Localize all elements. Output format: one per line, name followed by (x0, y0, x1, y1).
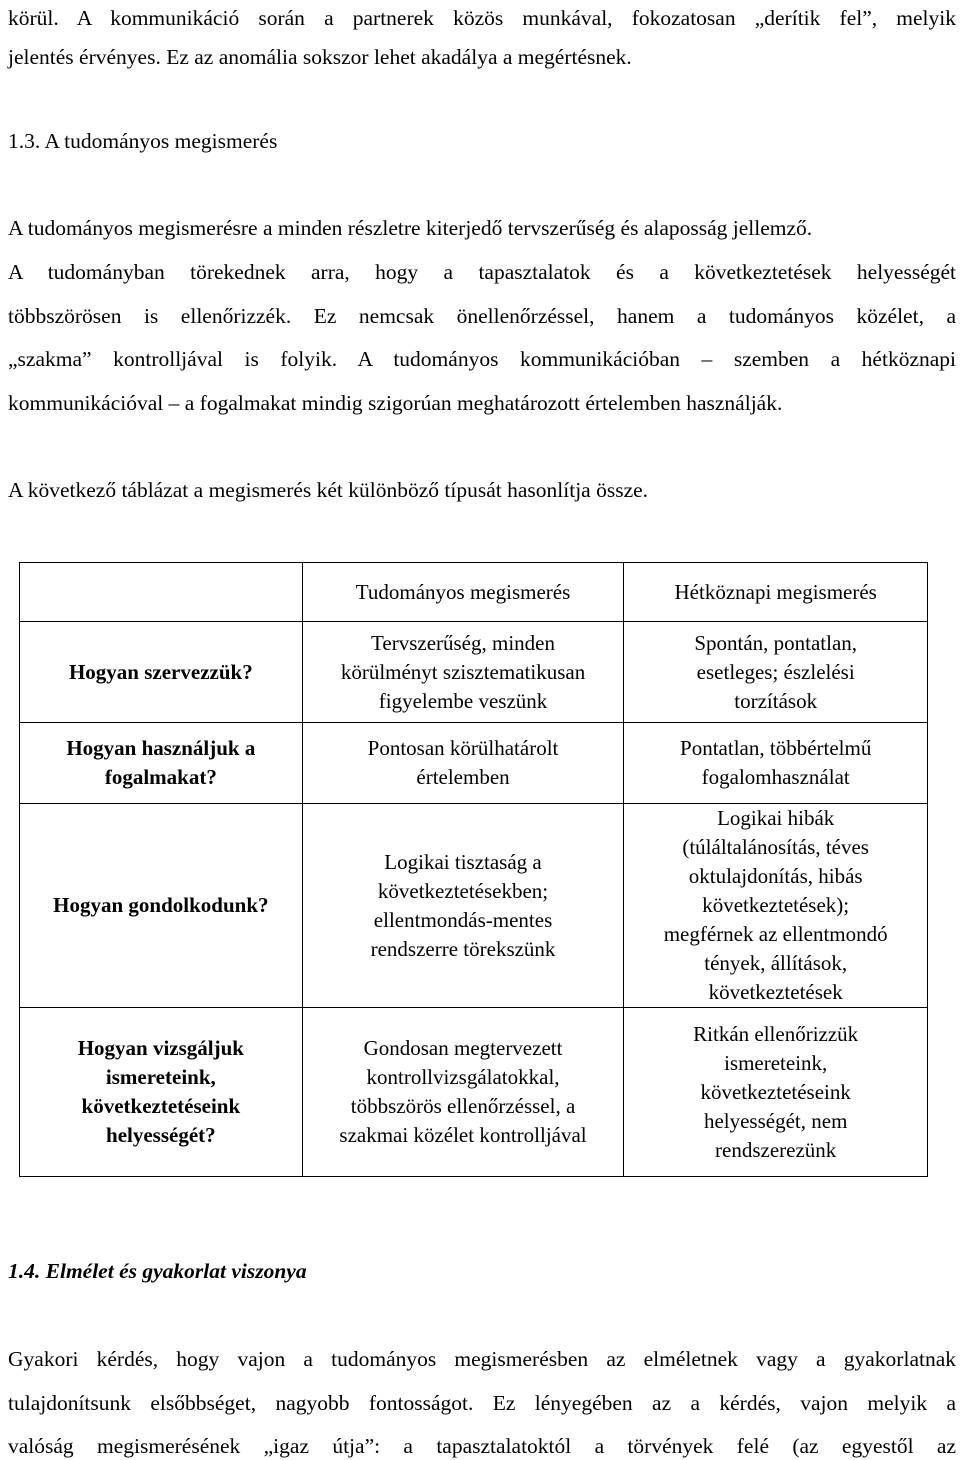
cell-line: szakmai közélet kontrolljával (339, 1123, 587, 1147)
intro-line-1: körül. A kommunikáció során a partnerek közös munkával, fokozatosan „derítik fel”, melyik (8, 6, 956, 30)
everyday-cell (624, 1008, 928, 1177)
para1-line-5: kommunikációval – a fogalmakat mindig szigorúan meghatározott értelemben használják. (8, 391, 783, 415)
cell-line: értelemben (416, 765, 510, 789)
cell-line: fogalomhasználat (701, 765, 850, 789)
cell-line: ismereteink, (724, 1050, 828, 1075)
table-header-everyday: Hétköznapi megismerés (624, 563, 928, 622)
cell-line: helyességét? (106, 1123, 216, 1147)
scientific-cell (302, 804, 624, 1008)
cell-line: helyességét, nem (703, 1108, 848, 1133)
cell-line: többszörös ellenőrzéssel, a (350, 1094, 576, 1118)
cell-line: torzítások (734, 688, 818, 713)
table-row (20, 804, 928, 1008)
scientific-cell (302, 622, 624, 723)
cell-line: Hogyan vizsgáljuk (77, 1036, 244, 1060)
cell-line: Spontán, pontatlan, (694, 630, 858, 655)
cell-line: következtetésekben; (377, 878, 549, 903)
cell-line: Logikai hibák (717, 806, 835, 830)
para1-line-2: A tudományban törekednek arra, hogy a tapasztalatok és a következtetések helyességét (8, 260, 956, 284)
cell-line: esetleges; észlelési (696, 659, 855, 684)
table-row (20, 1008, 928, 1177)
cell-line: Pontosan körülhatárolt (367, 736, 559, 760)
scientific-cell (302, 1008, 624, 1177)
cell-line: Hogyan szervezzük? (68, 659, 253, 684)
para2-line: A következő táblázat a megismerés két különböző típusát hasonlítja össze. (8, 478, 649, 502)
para3-line-3: valóság megismerésének „igaz útja”: a tapasztalatoktól a törvények felé (az egyestől az (8, 1434, 956, 1458)
table-header-empty (20, 563, 303, 622)
para3-line-2: tulajdonítsunk elsőbbséget, nagyobb fontosságot. Ez lényegében az a kérdés, vajon melyik a (8, 1391, 956, 1415)
cell-line: ellentmondás-mentes (373, 907, 553, 932)
row-question (20, 622, 303, 723)
cell-line: Gondosan megtervezett (363, 1036, 563, 1060)
cell-line: fogalmakat? (104, 765, 217, 789)
cell-line: Logikai tisztaság a (384, 849, 542, 874)
everyday-cell (624, 723, 928, 804)
section-14-heading: 1.4. Elmélet és gyakorlat viszonya (8, 1259, 307, 1283)
table-row (20, 723, 928, 804)
row-question (20, 804, 303, 1008)
section-13-number: 1.3. (8, 129, 41, 153)
cell-line: Hogyan gondolkodunk? (53, 893, 269, 917)
table-row (20, 622, 928, 723)
row-question (20, 1008, 303, 1177)
table-header-scientific: Tudományos megismerés (302, 563, 624, 622)
cell-line: körülményt szisztematikusan (340, 659, 586, 684)
cell-line: (túláltalánosítás, téves (682, 835, 869, 859)
cell-line: Hogyan használjuk a (66, 736, 256, 760)
section-13-title: A tudományos megismerés (44, 129, 278, 153)
everyday-cell (624, 622, 928, 723)
cell-line: következtetések); (702, 893, 850, 917)
row-question (20, 723, 303, 804)
cell-line: ismereteink, (105, 1065, 216, 1089)
cell-line: következtetések (708, 980, 843, 1004)
para1-line-1: A tudományos megismerésre a minden részletre kiterjedő tervszerűség és alaposság jellemző. (8, 216, 813, 240)
cell-line: rendszerre törekszünk (370, 936, 556, 961)
cell-line: kontrollvizsgálatokkal, (366, 1065, 560, 1089)
cell-line: következtetéseink (700, 1079, 851, 1104)
para1-line-4: „szakma” kontrolljával is folyik. A tudományos kommunikációban – szemben a hétköznapi (8, 347, 956, 371)
cell-line: tények, állítások, (704, 951, 848, 975)
para3-line-1: Gyakori kérdés, hogy vajon a tudományos megismerésben az elméletnek vagy a gyakorlatnak (8, 1347, 956, 1371)
cell-line: Ritkán ellenőrizzük (693, 1021, 859, 1046)
table-header-row (20, 563, 928, 622)
cell-line: következtetéseink (81, 1094, 241, 1118)
cell-line: oktulajdonítás, hibás (688, 864, 863, 888)
cell-line: figyelembe veszünk (378, 688, 548, 713)
cell-line: Tervszerűség, minden (371, 630, 555, 655)
everyday-cell (624, 804, 928, 1008)
intro-line-2: jelentés érvényes. Ez az anomália sokszor lehet akadálya a megértésnek. (8, 45, 632, 69)
cell-line: rendszerezünk (715, 1137, 837, 1162)
cell-line: megférnek az ellentmondó (663, 922, 888, 946)
section-13-heading (8, 128, 277, 154)
para1-line-3: többszörösen is ellenőrizzék. Ez nemcsak önellenőrzéssel, hanem a tudományos közélet, a (8, 304, 956, 328)
scientific-cell (302, 723, 624, 804)
comparison-table (19, 562, 928, 1177)
cell-line: Pontatlan, többértelmű (680, 736, 872, 760)
